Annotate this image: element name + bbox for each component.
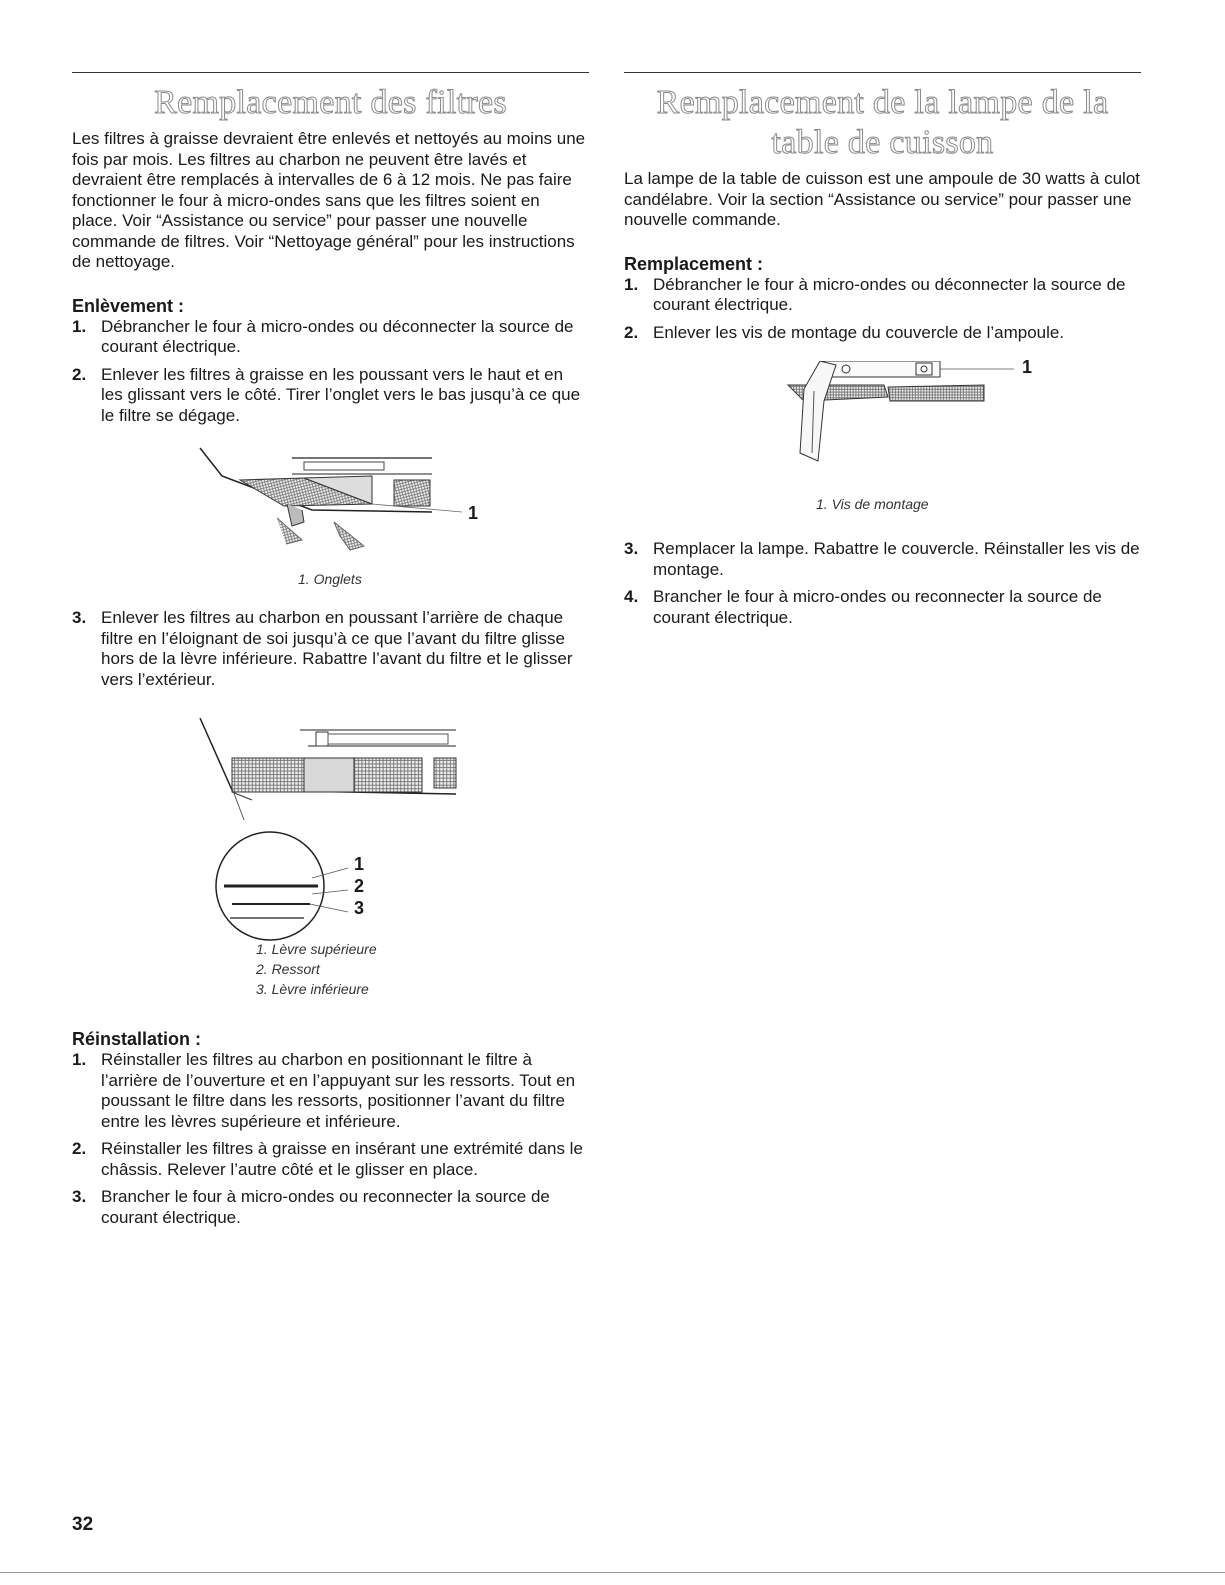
step-text: Réinstaller les filtres au charbon en positionnant le filtre à l’arrière de l’ouverture et en l’appuyant sur les ressorts. Tout en poussant le filtre dans les ressorts, positionner l’avant du filtre entre les lèvres supérieure et inférieure. — [101, 1050, 576, 1131]
callout-1: 1 — [354, 854, 365, 874]
page-number: 32 — [72, 1514, 94, 1535]
list-item — [72, 1139, 589, 1180]
section-title-lamp: Remplacement de la lampe de la table de cuisson — [656, 84, 1109, 161]
list-item — [624, 323, 1141, 344]
callout-2: 2 — [354, 876, 365, 896]
figure-caption-2: 2. Ressort — [256, 961, 320, 977]
step-text: Enlever les vis de montage du couvercle de l’ampoule. — [653, 322, 1065, 342]
step-text: Débrancher le four à micro-ondes ou déconnecter la source de courant électrique. — [101, 316, 574, 356]
section-rule — [72, 72, 589, 73]
figure-caption: 1. Onglets — [298, 571, 362, 587]
list-item — [72, 365, 589, 427]
step-number: 3. — [624, 539, 639, 558]
step-text: Réinstaller les filtres à graisse en insérant une extrémité dans le châssis. Relever l’autre côté et le glisser en place. — [101, 1139, 583, 1179]
step-text: Remplacer la lampe. Rabattre le couvercle. Réinstaller les vis de montage. — [653, 539, 1140, 579]
list-item — [72, 317, 589, 358]
lamp-cover-figure — [624, 357, 1141, 531]
left-column — [72, 72, 589, 1235]
step-text: Brancher le four à micro-ondes ou reconnecter la source de courant électrique. — [653, 587, 1102, 627]
charcoal-filter-illustration — [72, 718, 589, 1018]
list-item — [624, 275, 1141, 316]
replace-heading: Remplacement : — [624, 253, 764, 274]
removal-heading: Enlèvement : — [72, 295, 185, 316]
reinstall-heading: Réinstallation : — [72, 1029, 202, 1049]
removal-steps-continued — [72, 608, 589, 690]
list-item — [624, 539, 1141, 580]
list-item — [72, 1187, 589, 1228]
step-number: 1. — [72, 1050, 87, 1069]
reinstall-steps — [72, 1050, 589, 1228]
step-number: 3. — [72, 608, 87, 627]
step-number: 4. — [624, 587, 639, 606]
charcoal-filter-figure — [72, 718, 589, 1018]
step-text: Enlever les filtres au charbon en poussant l’arrière de chaque filtre en l’éloignant de soi jusqu’à ce que l’avant du filtre glisse hors de la lèvre inférieure. Rabattre l’avant du filtre et le glisser vers l’extérieur. — [101, 608, 573, 689]
callout-1: 1 — [468, 503, 479, 523]
page-bottom-rule — [0, 1572, 1225, 1573]
replace-steps-continued — [624, 539, 1141, 628]
removal-steps — [72, 317, 589, 427]
step-number: 1. — [624, 274, 639, 294]
list-item — [624, 587, 1141, 628]
step-number: 3. — [72, 1187, 87, 1206]
lamp-intro: La lampe de la table de cuisson est une ampoule de 30 watts à culot candélabre. Voir la section “Assistance ou service” pour passer une nouvelle commande. — [624, 169, 1141, 229]
filters-intro: Les filtres à graisse devraient être enlevés et nettoyés au moins une fois par mois. Les filtres au charbon ne peuvent être lavés et devraient être remplacés à intervalles de 6 à 12 mois. Ne pas faire fonctionner le four à micro-ondes sans que les filtres soient en place. Voir “Assistance ou service” pour passer une nouvelle commande de filtres. Voir “Nettoyage général” pour les instructions de nettoyage. — [72, 129, 586, 271]
step-number: 2. — [72, 1139, 87, 1158]
lamp-cover-illustration — [624, 361, 1141, 511]
callout-3: 3 — [354, 898, 365, 918]
step-text: Brancher le four à micro-ondes ou reconnecter la source de courant électrique. — [101, 1187, 550, 1227]
replace-steps — [624, 275, 1141, 344]
step-text: Enlever les filtres à graisse en les poussant vers le haut et en les glissant vers le côté. Tirer l’onglet vers le bas jusqu’à ce que le filtre se dégage. — [101, 364, 581, 425]
step-number: 2. — [72, 364, 87, 384]
step-text: Débrancher le four à micro-ondes ou déconnecter la source de courant électrique. — [653, 274, 1126, 314]
section-title-filters: Remplacement des filtres — [154, 84, 507, 121]
list-item — [72, 608, 589, 690]
list-item — [72, 1050, 589, 1132]
figure-caption-1: 1. Lèvre supérieure — [256, 941, 377, 957]
step-number: 1. — [72, 316, 87, 336]
step-number: 2. — [624, 322, 639, 342]
grease-filter-figure — [72, 440, 589, 600]
right-column — [624, 72, 1141, 635]
figure-caption: 1. Vis de montage — [816, 496, 929, 512]
section-rule — [624, 72, 1141, 73]
figure-caption-3: 3. Lèvre inférieure — [256, 981, 369, 997]
callout-1: 1 — [1022, 357, 1033, 377]
